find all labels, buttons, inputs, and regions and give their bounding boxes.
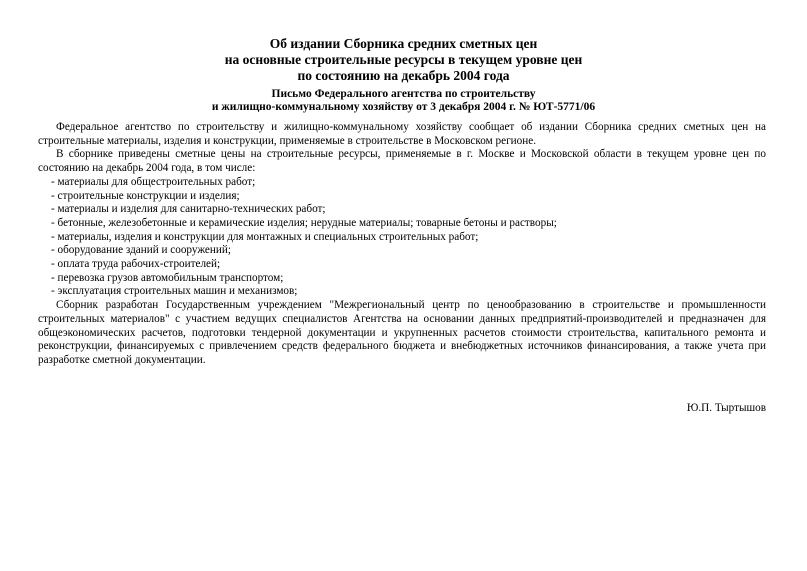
paragraph-intro: Федеральное агентство по строительству и жилищно-коммунальному хозяйству сообщает об издании Сборника средних сметных цен на строительные материалы, изделия и конструкции, применяемые в строительстве в Московском регионе.	[38, 121, 766, 147]
paragraph-contents: В сборнике приведены сметные цены на строительные ресурсы, применяемые в г. Москве и Московской области в текущем уровне цен по состоянию на декабрь 2004 года, в том числе:	[38, 148, 766, 175]
list-item: - оборудование зданий и сооружений;	[51, 244, 231, 257]
list-item: - оплата труда рабочих-строителей;	[51, 258, 221, 271]
list-item: - материалы, изделия и конструкции для монтажных и специальных строительных работ;	[51, 230, 479, 243]
subtitle-line-1: Письмо Федерального агентства по строительству	[271, 88, 536, 100]
document-body	[38, 121, 766, 368]
signature: Ю.П. Тыртышов	[686, 402, 766, 414]
list-item: - строительные конструкции и изделия;	[51, 189, 240, 202]
letter-reference	[0, 88, 807, 114]
paragraph-developer: Сборник разработан Государственным учреждением "Межрегиональный центр по ценообразованию в строительстве и промышленности строительных материалов" с участием ведущих специалистов Агентства на основании данных предприятий-производителей и предназначен для общеэкономических расчетов, подготовки тендерной документации и укрупненных расчетов стоимости строительства, капитального ремонта и реконструкции, финансируемых с привлечением средств федерального бюджета и внебюджетных источников финансирования, а также учета при разработке сметной документации.	[38, 299, 766, 366]
subtitle-line-2: и жилищно-коммунальному хозяйству от 3 декабря 2004 г. № ЮТ-5771/06	[211, 101, 596, 113]
resource-list	[38, 176, 766, 299]
title-line-1: Об издании Сборника средних сметных цен	[269, 36, 538, 51]
document-title	[0, 36, 807, 84]
list-item: - бетонные, железобетонные и керамические изделия; нерудные материалы; товарные бетоны и растворы;	[51, 216, 557, 229]
list-item: - эксплуатация строительных машин и механизмов;	[51, 285, 298, 298]
list-item: - материалы для общестроительных работ;	[51, 175, 256, 188]
title-line-3: по состоянию на декабрь 2004 года	[297, 68, 510, 83]
list-item: - перевозка грузов автомобильным транспортом;	[51, 271, 284, 284]
title-line-2: на основные строительные ресурсы в текущем уровне цен	[224, 52, 583, 67]
list-item: - материалы и изделия для санитарно-технических работ;	[51, 203, 326, 216]
